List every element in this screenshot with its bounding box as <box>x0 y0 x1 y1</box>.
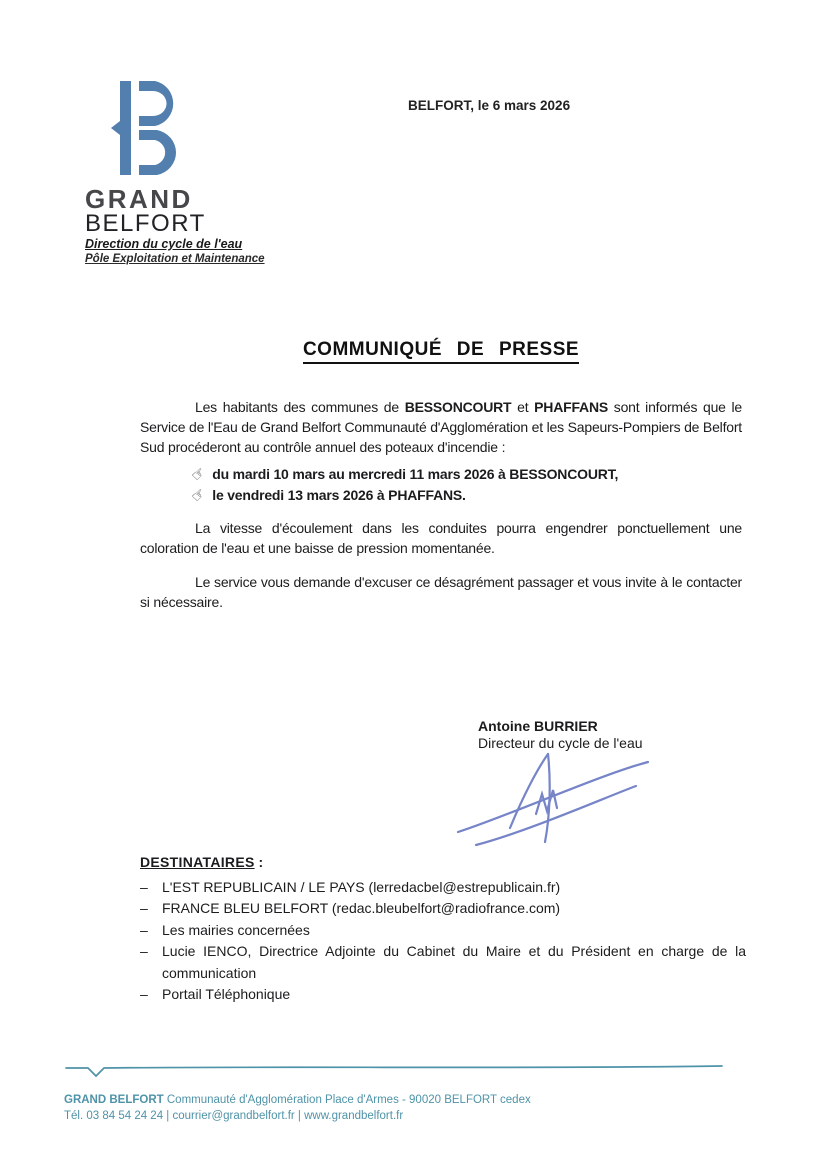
intro-paragraph <box>140 397 742 457</box>
date-line: BELFORT, le 6 mars 2026 <box>408 98 571 113</box>
logo-b-icon <box>98 80 190 176</box>
dash-icon: – <box>140 878 148 895</box>
body-text <box>140 397 742 612</box>
commune-bessoncourt: BESSONCOURT <box>404 399 512 415</box>
list-item <box>140 984 746 1006</box>
recipients-heading <box>140 852 746 874</box>
footer <box>64 1060 744 1124</box>
flow-paragraph: La vitesse d'écoulement dans les conduites pourra engendrer ponctuellement une coloration de l'eau et une baisse de pression momentanée. <box>140 520 742 556</box>
signatory-role: Directeur du cycle de l'eau <box>478 735 643 751</box>
intro-segment: Les habitants des communes de <box>195 399 405 415</box>
recipients-section <box>140 852 746 1006</box>
schedule-list <box>188 463 742 507</box>
list-item <box>140 898 746 920</box>
recipients-heading-word: DESTINATAIRES <box>140 854 255 870</box>
footer-org-name: GRAND BELFORT <box>64 1094 164 1106</box>
dash-icon: – <box>140 986 148 1002</box>
footer-contact-line: Tél. 03 84 54 24 24 | courrier@grandbelfort.fr | www.grandbelfort.fr <box>64 1110 404 1122</box>
commune-phaffans: PHAFFANS <box>534 399 609 415</box>
grand-belfort-logo <box>85 80 265 265</box>
footer-text <box>64 1092 744 1124</box>
signatory-name: Antoine BURRIER <box>478 718 598 734</box>
schedule-item-text: du mardi 10 mars au mercredi 11 mars 2026 à BESSONCOURT, <box>212 466 619 482</box>
dash-icon: – <box>140 921 148 938</box>
logo-name-grand: GRAND <box>85 184 193 214</box>
recipient-text: Les mairies concernées <box>162 921 310 938</box>
logo-name-belfort: BELFORT <box>85 210 206 237</box>
signature-scribble <box>452 748 664 848</box>
apology-paragraph: Le service vous demande d'excuser ce désagrément passager et vous invite à le contacter si nécessaire. <box>140 574 742 610</box>
footer-org-rest: Communauté d'Agglomération Place d'Armes - 90020 BELFORT cedex <box>163 1094 531 1106</box>
list-item <box>140 941 746 984</box>
schedule-item <box>188 463 742 486</box>
footer-org-line <box>64 1092 744 1108</box>
list-item <box>140 920 746 942</box>
hand-pointing-icon: ☞ <box>188 484 210 507</box>
recipients-heading-colon: : <box>254 854 264 870</box>
hand-pointing-icon: ☞ <box>188 463 210 486</box>
dash-icon: – <box>140 943 148 959</box>
intro-rest-segment: sont informés que le Service de l'Eau de Grand Belfort Communauté d'Agglomération et les Sapeurs-Pompiers de Belfort Sud procéderont au contrôle annuel des poteaux d'incendie : <box>140 399 742 455</box>
logo-dept-line1: Direction du cycle de l'eau <box>85 237 243 251</box>
recipient-text: Portail Téléphonique <box>162 986 291 1002</box>
press-release-title: COMMUNIQUÉ DE PRESSE <box>303 339 579 364</box>
dash-icon: – <box>140 900 148 916</box>
schedule-item-text: le vendredi 13 mars 2026 à PHAFFANS. <box>212 487 466 503</box>
recipient-text: Lucie IENCO, Directrice Adjointe du Cabinet du Maire et du Président en charge de la communication <box>162 943 746 981</box>
schedule-item <box>188 484 742 507</box>
recipient-text: L'EST REPUBLICAIN / LE PAYS (lerredacbel@estrepublicain.fr) <box>162 878 561 895</box>
list-item <box>140 877 746 899</box>
signature-block <box>478 718 643 752</box>
title-row <box>140 339 742 364</box>
logo-dept-line2: Pôle Exploitation et Maintenance <box>85 253 265 265</box>
recipient-text: FRANCE BLEU BELFORT (redac.bleubelfort@radiofrance.com) <box>162 900 561 916</box>
recipients-list <box>140 877 746 1006</box>
footer-divider <box>64 1060 726 1078</box>
intro-mid-segment: et <box>511 399 535 415</box>
